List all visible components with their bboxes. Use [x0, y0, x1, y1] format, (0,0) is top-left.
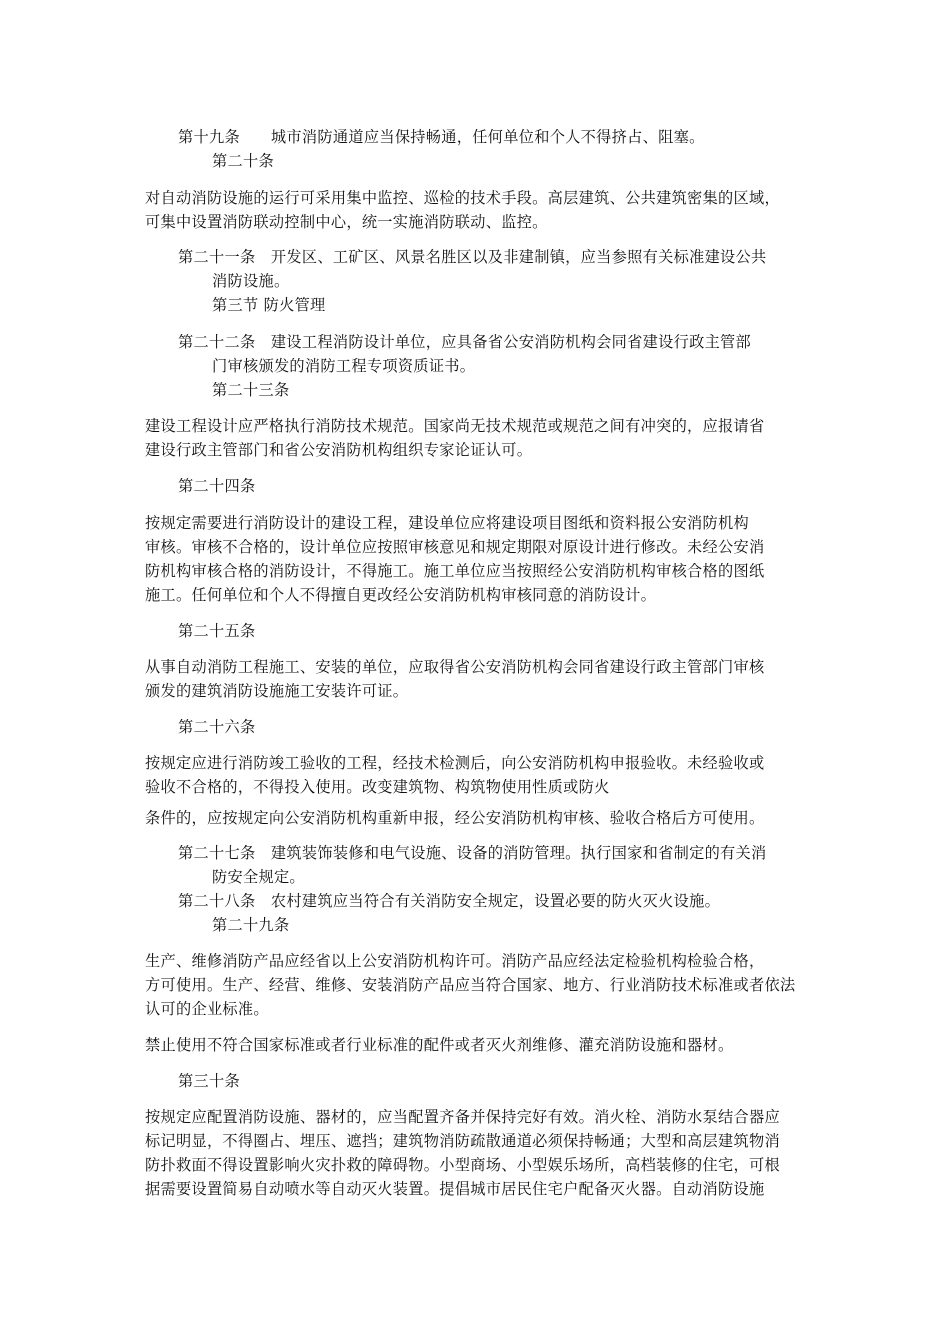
- paragraph-line: 按规定应配置消防设施、器材的，应当配置齐备并保持完好有效。消火栓、消防水泵结合器应: [145, 1108, 780, 1126]
- paragraph-line: 审核。审核不合格的，设计单位应按照审核意见和规定期限对原设计进行修改。未经公安消: [145, 538, 765, 556]
- article-26-heading: 第二十六条: [178, 718, 256, 736]
- article-23-heading: 第二十三条: [212, 381, 290, 399]
- paragraph-line: 据需要设置简易自动喷水等自动灭火装置。提倡城市居民住宅户配备灭火器。自动消防设施: [145, 1180, 765, 1198]
- paragraph-line: 防扑救面不得设置影响火灾扑救的障碍物。小型商场、小型娱乐场所，高档装修的住宅，可根: [145, 1156, 780, 1174]
- section-3-heading: 第三节 防火管理: [212, 296, 326, 314]
- paragraph-line: 按规定需要进行消防设计的建设工程，建设单位应将建设项目图纸和资料报公安消防机构: [145, 514, 750, 532]
- article-21: 第二十一条 开发区、工矿区、风景名胜区以及非建制镇，应当参照有关标准建设公共: [178, 248, 767, 266]
- paragraph-line: 从事自动消防工程施工、安装的单位，应取得省公安消防机构会同省建设行政主管部门审核: [145, 658, 765, 676]
- article-25-heading: 第二十五条: [178, 622, 256, 640]
- paragraph-line: 条件的，应按规定向公安消防机构重新申报，经公安消防机构审核、验收合格后方可使用。: [145, 809, 765, 827]
- paragraph-line: 防安全规定。: [212, 868, 305, 886]
- article-24-heading: 第二十四条: [178, 477, 256, 495]
- paragraph-line: 可集中设置消防联动控制中心，统一实施消防联动、监控。: [145, 213, 548, 231]
- paragraph-line: 方可使用。生产、经营、维修、安装消防产品应当符合国家、地方、行业消防技术标准或者依法: [145, 976, 796, 994]
- article-27: 第二十七条 建筑装饰装修和电气设施、设备的消防管理。执行国家和省制定的有关消: [178, 844, 767, 862]
- paragraph-line: 禁止使用不符合国家标准或者行业标准的配件或者灭火剂维修、灌充消防设施和器材。: [145, 1036, 734, 1054]
- paragraph-line: 门审核颁发的消防工程专项资质证书。: [212, 357, 476, 375]
- paragraph-line: 生产、维修消防产品应经省以上公安消防机构许可。消防产品应经法定检验机构检验合格，: [145, 952, 765, 970]
- article-29-heading: 第二十九条: [212, 916, 290, 934]
- paragraph-line: 验收不合格的，不得投入使用。改变建筑物、构筑物使用性质或防火: [145, 778, 610, 796]
- paragraph-line: 防机构审核合格的消防设计，不得施工。施工单位应当按照经公安消防机构审核合格的图纸: [145, 562, 765, 580]
- paragraph-line: 按规定应进行消防竣工验收的工程，经技术检测后，向公安消防机构申报验收。未经验收或: [145, 754, 765, 772]
- paragraph-line: 消防设施。: [212, 272, 290, 290]
- paragraph-line: 建设工程设计应严格执行消防技术规范。国家尚无技术规范或规范之间有冲突的，应报请省: [145, 417, 765, 435]
- article-30-heading: 第三十条: [178, 1072, 240, 1090]
- article-28: 第二十八条 农村建筑应当符合有关消防安全规定，设置必要的防火灭火设施。: [178, 892, 721, 910]
- paragraph-line: 认可的企业标准。: [145, 1000, 269, 1018]
- paragraph-line: 施工。任何单位和个人不得擅自更改经公安消防机构审核同意的消防设计。: [145, 586, 657, 604]
- article-19: 第十九条 城市消防通道应当保持畅通，任何单位和个人不得挤占、阻塞。: [178, 128, 705, 146]
- paragraph-line: 对自动消防设施的运行可采用集中监控、巡检的技术手段。高层建筑、公共建筑密集的区域，: [145, 189, 780, 207]
- paragraph-line: 颁发的建筑消防设施施工安装许可证。: [145, 682, 409, 700]
- paragraph-line: 标记明显，不得圈占、埋压、遮挡；建筑物消防疏散通道必须保持畅通；大型和高层建筑物消: [145, 1132, 780, 1150]
- article-20-heading: 第二十条: [212, 152, 274, 170]
- article-22: 第二十二条 建设工程消防设计单位，应具备省公安消防机构会同省建设行政主管部: [178, 333, 752, 351]
- paragraph-line: 建设行政主管部门和省公安消防机构组织专家论证认可。: [145, 441, 533, 459]
